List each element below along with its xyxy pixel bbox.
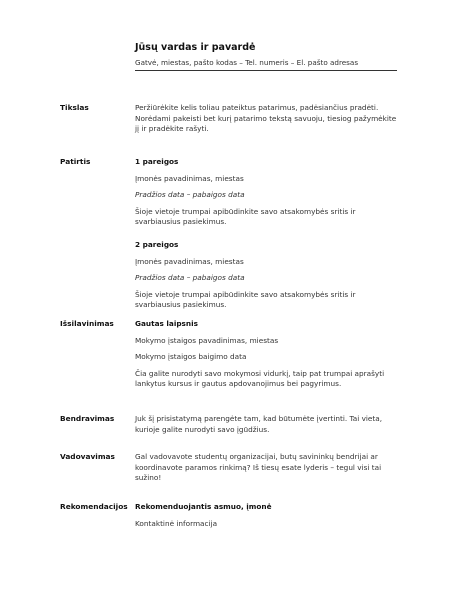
job-description: Šioje vietoje trumpai apibūdinkite savo atsakomybės sritis ir svarbiausius pasiekimus.: [135, 289, 356, 310]
education-degree: Gautas laipsnis: [135, 319, 198, 328]
job-description: Šioje vietoje trumpai apibūdinkite savo atsakomybės sritis ir svarbiausius pasiekimus.: [135, 206, 356, 227]
resume-header: [135, 41, 397, 68]
job-dates: Pradžios data – pabaigos data: [135, 190, 245, 200]
experience-content: [135, 157, 397, 311]
reference-name: Rekomenduojantis asmuo, įmonė: [135, 502, 272, 511]
leadership-text: Gal vadovavote studentų organizacijai, butų savininkų bendrijai ar koordinavote paramos rinkimą? Iš tiesų esate lyderis – tegul visi tai sužino!: [135, 452, 382, 483]
job-title: 2 pareigos: [135, 239, 179, 249]
section-label-references: Rekomendacijos: [60, 502, 128, 511]
contact-line: Gatvė, miestas, pašto kodas – Tel. numeris – El. pašto adresas: [135, 58, 359, 67]
job-title: 1 pareigos: [135, 157, 179, 166]
section-label-communication: Bendravimas: [60, 414, 115, 423]
section-label-experience: Patirtis: [60, 157, 91, 166]
education-content: [135, 319, 397, 390]
references-content: [135, 502, 397, 529]
reference-contact: Kontaktinė informacija: [135, 518, 218, 528]
job-company: Įmonės pavadinimas, miestas: [135, 173, 244, 183]
education-description: Čia galite nurodyti savo mokymosi vidurkį, taip pat trumpai aprašyti lankytus kursus ir gautus apdovanojimus bei pagyrimus.: [135, 368, 385, 389]
leadership-content: [135, 452, 397, 484]
objective-content: [135, 103, 397, 135]
education-graduation: Mokymo įstaigos baigimo data: [135, 352, 247, 362]
header-divider: [135, 70, 397, 71]
section-label-objective: Tikslas: [60, 103, 89, 112]
communication-content: [135, 414, 397, 435]
communication-text: Juk šį prisistatymą parengėte tam, kad būtumėte įvertinti. Tai vieta, kurioje galite nurodyti savo įgūdžius.: [135, 414, 383, 434]
education-school: Mokymo įstaigos pavadinimas, miestas: [135, 335, 279, 345]
section-label-leadership: Vadovavimas: [60, 452, 115, 461]
section-label-education: Išsilavinimas: [60, 319, 114, 328]
job-dates: Pradžios data – pabaigos data: [135, 273, 245, 283]
job-company: Įmonės pavadinimas, miestas: [135, 256, 244, 266]
candidate-name: Jūsų vardas ir pavardė: [135, 42, 256, 53]
objective-text: Peržiūrėkite kelis toliau pateiktus patarimus, padėsiančius pradėti. Norėdami pakeisti bet kurį patarimo tekstą savuoju, tiesiog pažymėkite jį ir pradėkite rašyti.: [135, 103, 397, 134]
